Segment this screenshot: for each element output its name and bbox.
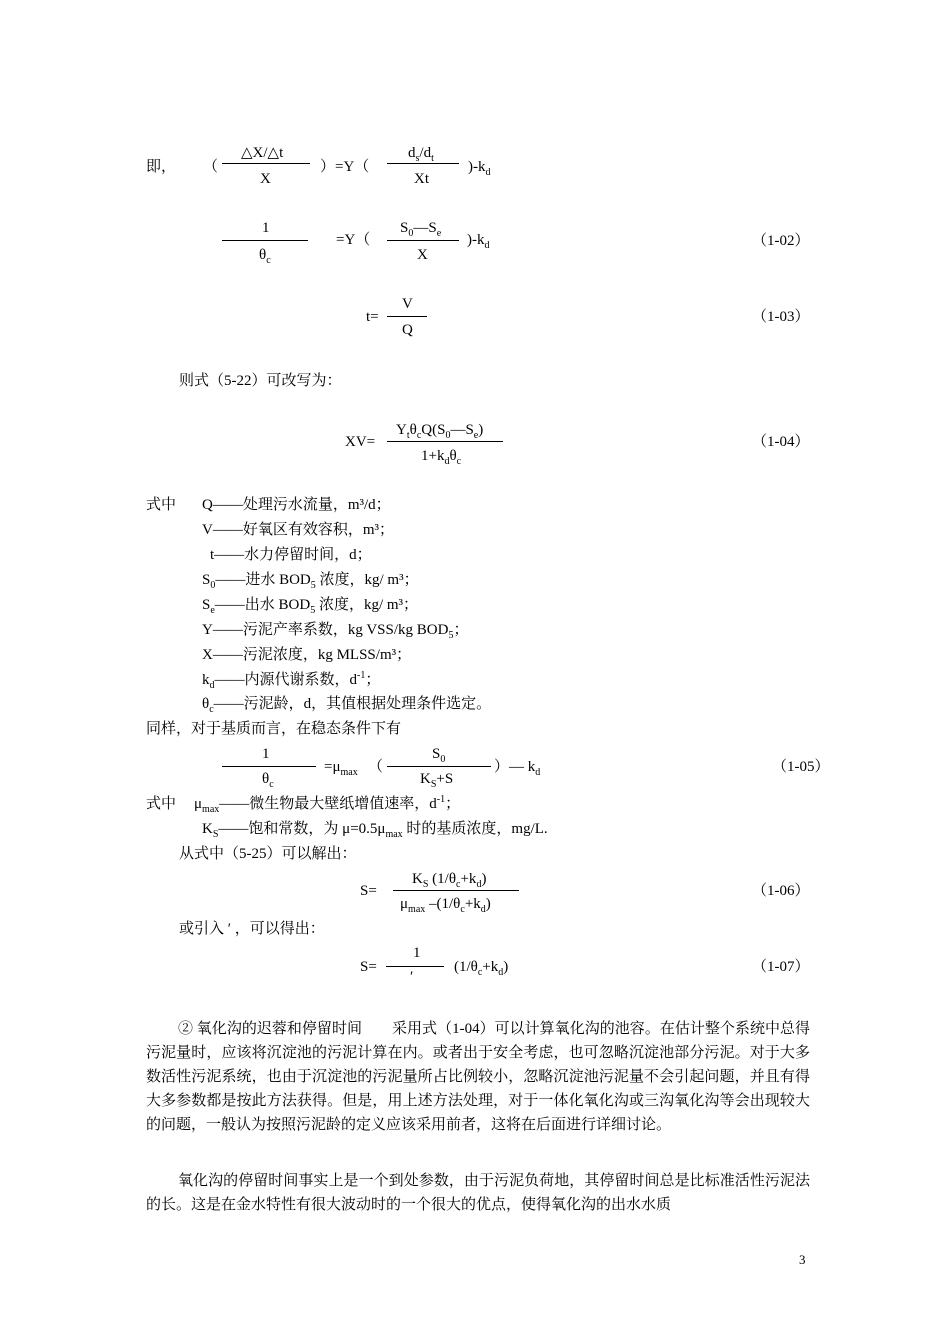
eq5-numerator-2: $S_0$ [432,746,446,765]
eq6-numerator: $K_S$ $(1/\theta_c+k_d)$ [412,871,487,890]
def-y: Y——污泥产率系数，kg VSS/kg $BOD_5$； [202,622,469,641]
eq3-lhs: t= [366,309,379,325]
eq7-number: （1-07） [752,959,810,975]
eq5-numerator-1: 1 [262,746,270,762]
eq1-numerator-1: △X/△t [241,145,284,161]
eq4-number: （1-04） [752,434,810,450]
eq2-tail: )$-k_d$ [467,232,490,251]
eq7-tail: $(1/\theta_c+k_d)$ [454,959,509,978]
def-v: V——好氧区有效容积，m³； [202,522,395,538]
def-s0: $S_0——$进水 $BOD_5$ 浓度，kg/ m³； [202,572,419,591]
eq1-paren-left: （ [203,159,219,175]
eq6-lhs: S= [360,883,377,899]
eq5-fraction-bar-1 [222,766,316,767]
page-number: 3 [799,1252,806,1267]
def-ks: $K_S——$饱和常数，为 $\mu=0.5\mu_{max}$ 时的基质浓度，mg/L. [202,821,548,840]
eq5-middle: $=\mu_{max}$ [324,759,358,778]
paragraph-1: ② 氧化沟的迟蓉和停留时间 采用式（1-04）可以计算氧化沟的池容。在估计整个系统中总得污泥量时，应该将沉淀池的污泥计算在内。或者出于安全考虑，也可忽略沉淀池部分污泥。对于大多数活性污泥系统，也由于沉淀池的污泥量所占比例较小，忽略沉淀池污泥量不会引起问题，并且有得大多参数都是按此方法获得。但是，用上述方法处理，对于一体化氧化沟或三沟氧化沟等会出现较大的问题，一般认为按照污泥龄的定义应该采用前者，这将在后面进行详细讨论。 [146,1021,810,1133]
eq5-tail: ）— $k_d$ [494,759,541,778]
eq2-denominator-2: X [417,247,428,263]
eq4-lhs: XV= [345,434,376,450]
eq4-numerator: $Y_t\theta_cQ(S_0—S_e)$ [396,422,484,441]
eq5-fraction-bar-2 [387,766,491,767]
steady-text: 同样，对于基质而言，在稳态条件下有 [146,721,402,737]
rewrite-text: 则式（5-22）可改写为： [179,373,342,389]
eq1-fraction-bar-2 [387,163,459,164]
eq1-fraction-bar-1 [222,163,310,164]
eq1-denominator-2: Xt [414,171,429,187]
eq6-number: （1-06） [752,883,810,899]
def-t: t——水力停留时间，d； [210,547,372,563]
eq1-tail: )$-k_d$ [468,159,491,178]
eq7-numerator: 1 [413,945,421,961]
eq5-paren-left: （ [368,759,384,775]
eq2-numerator-1: 1 [262,220,270,236]
eq4-denominator: $1+k_d\theta_c$ [421,448,462,467]
eq1-middle: ）=Y（ [320,159,370,175]
eq2-middle: =Y（ [336,232,371,248]
def-q: Q——处理污水流量，m³/d； [202,497,391,513]
eq6-fraction-bar [393,890,519,891]
eq2-denominator-1: $\theta_c$ [259,247,271,266]
defs2-intro: 式中 [146,796,177,812]
eq7-lhs: S= [360,959,377,975]
def-x: X——污泥浓度，kg MLSS/m³； [202,647,412,663]
def-mu-max: $\mu_{max}——$微生物最大壁纸增值速率，$d^{-1}$； [194,794,461,815]
eq7-fraction-bar [386,966,444,967]
eq6-denominator: $\mu_{max}$ $-(1/\theta_c+k_d)$ [400,896,491,915]
eq2-fraction-bar-2 [387,240,459,241]
eq4-fraction-bar [387,441,503,442]
paragraph-2: 氧化沟的停留时间事实上是一个到处参数，由于污泥负荷地，其停留时间总是比标准活性污泥法的长。这是在金水特性有很大波动时的一个很大的优点，使得氧化沟的出水水质 [146,1173,810,1213]
solve-text: 从式中（5-25）可以解出： [179,846,357,862]
eq1-numerator-2: $d_s/d_t$ [408,145,434,164]
eq3-number: （1-03） [752,309,810,325]
eq1-prefix: 即， [146,159,177,175]
eq2-fraction-bar-1 [222,240,308,241]
eq5-number: （1-05） [772,759,830,775]
def-kd: $k_d——$内源代谢系数，$d^{-1}$； [202,670,381,691]
eq7-denominator: ′ [410,969,414,985]
intro-text: 或引入 ′ ，可以得出： [179,921,325,937]
eq3-numerator: V [402,296,413,312]
eq3-fraction-bar [387,316,427,317]
eq2-numerator-2: $S_0—S_e$ [400,220,442,239]
eq3-denominator: Q [402,322,413,338]
def-thetac: $\theta_c——$污泥龄，d，其值根据处理条件选定。 [202,696,492,715]
eq5-denominator-2: $K_S+S$ [420,771,454,790]
defs-intro: 式中 [146,497,177,513]
eq1-denominator-1: X [260,171,271,187]
eq2-number: （1-02） [752,233,810,249]
eq5-denominator-1: $\theta_c$ [262,771,274,790]
def-se: $S_e——$出水 $BOD_5$ 浓度，kg/ m³； [202,597,419,616]
